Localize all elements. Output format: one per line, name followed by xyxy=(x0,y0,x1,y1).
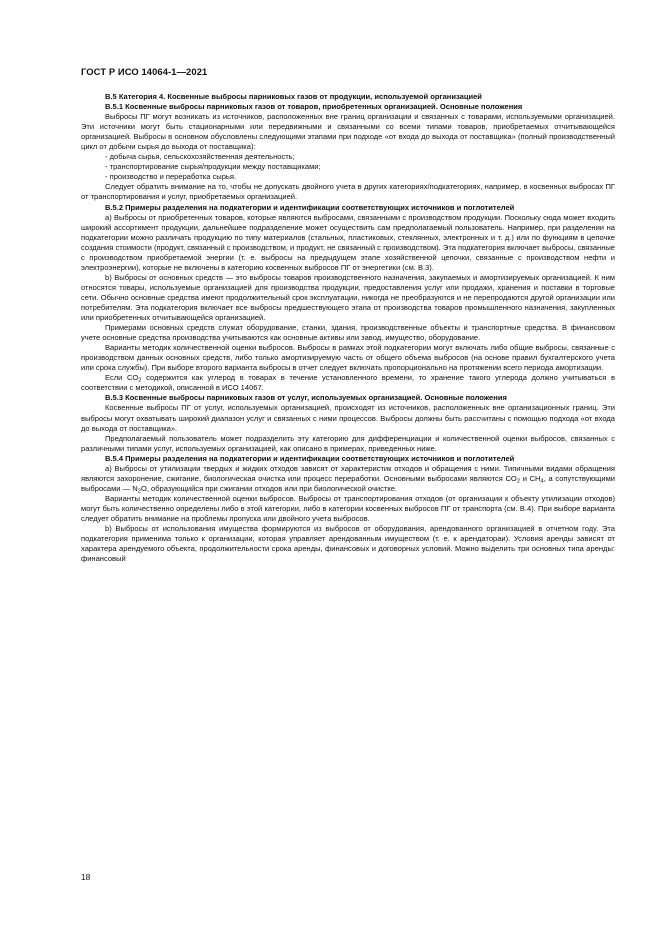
list-item: - производство и переработка сырья. xyxy=(105,172,237,182)
subsection-heading: B.5.3 Косвенные выбросы парниковых газов от услуг, используемых организацией. Основные положения xyxy=(105,393,507,403)
body-paragraph: b) Выбросы от использования имущества формируются из выбросов от оборудования, арендованного организацией в отчетном году. Эта подкатегория применима только к организации, которая управляет арендованным имуществом (т. е. к арендатораи). Условия аренды зависят от характера арендуемого объекта, продолжительности срока аренды, финансовых и договорных условий. Можно выделить три основных типа аренды: финансовый xyxy=(81,524,615,564)
body-paragraph: Следует обратить внимание на то, чтобы не допускать двойного учета в других категориях/подкатегориях, например, в косвенных выбросах ПГ от транспортирования и услуг, приобретаемых организацией. xyxy=(81,182,615,202)
section-heading: B.5 Категория 4. Косвенные выбросы парниковых газов от продукции, используемой организацией xyxy=(105,92,482,101)
document-body xyxy=(81,92,615,564)
body-paragraph: Косвенные выбросы ПГ от услуг, используемых организацией, происходят из источников, расположенных вне организационных границ. Эти выбросы могут охватывать широкий диапазон услуг и связанных с ними процессов. Выбросы должны быть рассчитаны с помощью подхода «от входа до выхода от поставщика». xyxy=(81,403,615,433)
list-item: - транспортирование сырья/продукции между поставщиками; xyxy=(105,162,321,172)
body-paragraph: b) Выбросы от основных средств — это выбросы товаров производственного назначения, закупаемых и амортизируемых организацией. К ним относятся товары, используемые организацией для производства продукции, предоставления услуг или продажи, хранения и поставки в торговые сети. Обычно основные средства имеют продолжительный срок эксплуатации, никогда не преобразуются и не перепродаются другой организации или потребителям. Эта подкатегория включает все выбросы предшествующего этапа от производства товаров промышленного назначения, закупленных или приобретенных отчитывающейся организацией. xyxy=(81,272,615,323)
body-paragraph: a) Выбросы от утилизации твердых и жидких отходов зависят от характеристик отходов и обращения с ними. Типичными видами обращения являются захоронение, сжигание, биологическая очистка или процесс переработки. Основными выбросами являются $CO_2$ и $CH_4$, а сопутствующими выбросами — $N_2O$, образующийся при сжигании отходов или при биологической очистке. xyxy=(81,463,616,495)
list-item: - добыча сырья, сельскохозяйственная деятельность; xyxy=(105,152,295,162)
body-paragraph: Варианты методик количественной оценки выбросов. Выбросы от транспортирования отходов (от организации к объекту утилизации отходов) могут быть количественно определены либо в этой категории, либо в категории косвенных выбросов ПГ от транспорта (см. B.4). При выборе варианта следует обратить внимание на проблемы пропуска или двойного учета выбросов. xyxy=(81,493,615,523)
body-paragraph: Выбросы ПГ могут возникать из источников, расположенных вне границ организации и связанных с товарами, используемыми организацией. Эти источники могут быть стационарными или передвижными и связанными со всеми типами товаров, приобретаемых отчитывающейся организацией. Выбросы в основном обусловлены следующими этапами при подходе «от входа до выхода от поставщика» (полный производственный цикл от добычи сырья до выхода от поставщика): xyxy=(81,112,615,152)
body-paragraph: Варианты методик количественной оценки выбросов. Выбросы в рамках этой подкатегории могут включать либо общие выбросы, связанные с производством данных основных средств, либо только амортизируемую часть от общего объема выбросов (на основе правил бухгалтерского учета или срока службы). При выборе второго варианта выбросы в отчет следует включать пропорционально на протяжении всего периода амортизации. xyxy=(81,343,615,373)
body-paragraph: Примерами основных средств служат оборудование, станки, здания, производственные объекты и транспортные средства. В финансовом учете основные средства производства учитываются как основные активы или завод, имущество, оборудование. xyxy=(81,323,615,343)
page-number: 18 xyxy=(81,872,91,882)
subsection-heading: B.5.1 Косвенные выбросы парниковых газов от товаров, приобретенных организацией. Основные положения xyxy=(105,102,523,112)
body-paragraph: Предполагаемый пользователь может подразделить эту категорию для дифференциации и количественной оценки выбросов, связанных с различными типами услуг, используемых организацией, как описано в примерах, приведенных ниже. xyxy=(81,433,615,453)
subsection-heading: B.5.2 Примеры разделения на подкатегории и идентификации соответствующих источников и поглотителей xyxy=(105,202,515,212)
subsection-heading: B.5.4 Примеры разделения на подкатегории и идентификации соответствующих источников и поглотителей xyxy=(105,453,515,463)
document-header: ГОСТ Р ИСО 14064-1—2021 xyxy=(81,66,208,77)
body-paragraph: a) Выбросы от приобретенных товаров, которые являются выбросами, связанными с производством продукции. Поскольку сюда может входить широкий ассортимент продукции, дальнейшее подразделение может осуществить сам предполагаемый пользователь. Например, при разделении на подкатегории можно различать продукцию по типу материалов (стальных, пластиковых, стеклянных, электронных и т. д.) или по функциям в цепочке создания стоимости (продукт, связанный с производством, и продукт, не связанный с производством). Эта подкатегория включает выбросы, связанные с производством приобретаемой энергии (т. е. выбросы на предыдущем этапе хозяйственной цепочки, связанные с производством нефти и электроэнергии), которые не включены в категорию косвенных выбросов ПГ от энергетики (см. B.3). xyxy=(81,212,615,272)
body-paragraph: Если $CO_2$ содержится как углерод в товарах в течение установленного времени, то хранение такого углерода должно учитываться в соответствии с методикой, описанной в ИСО 14067. xyxy=(81,373,615,393)
